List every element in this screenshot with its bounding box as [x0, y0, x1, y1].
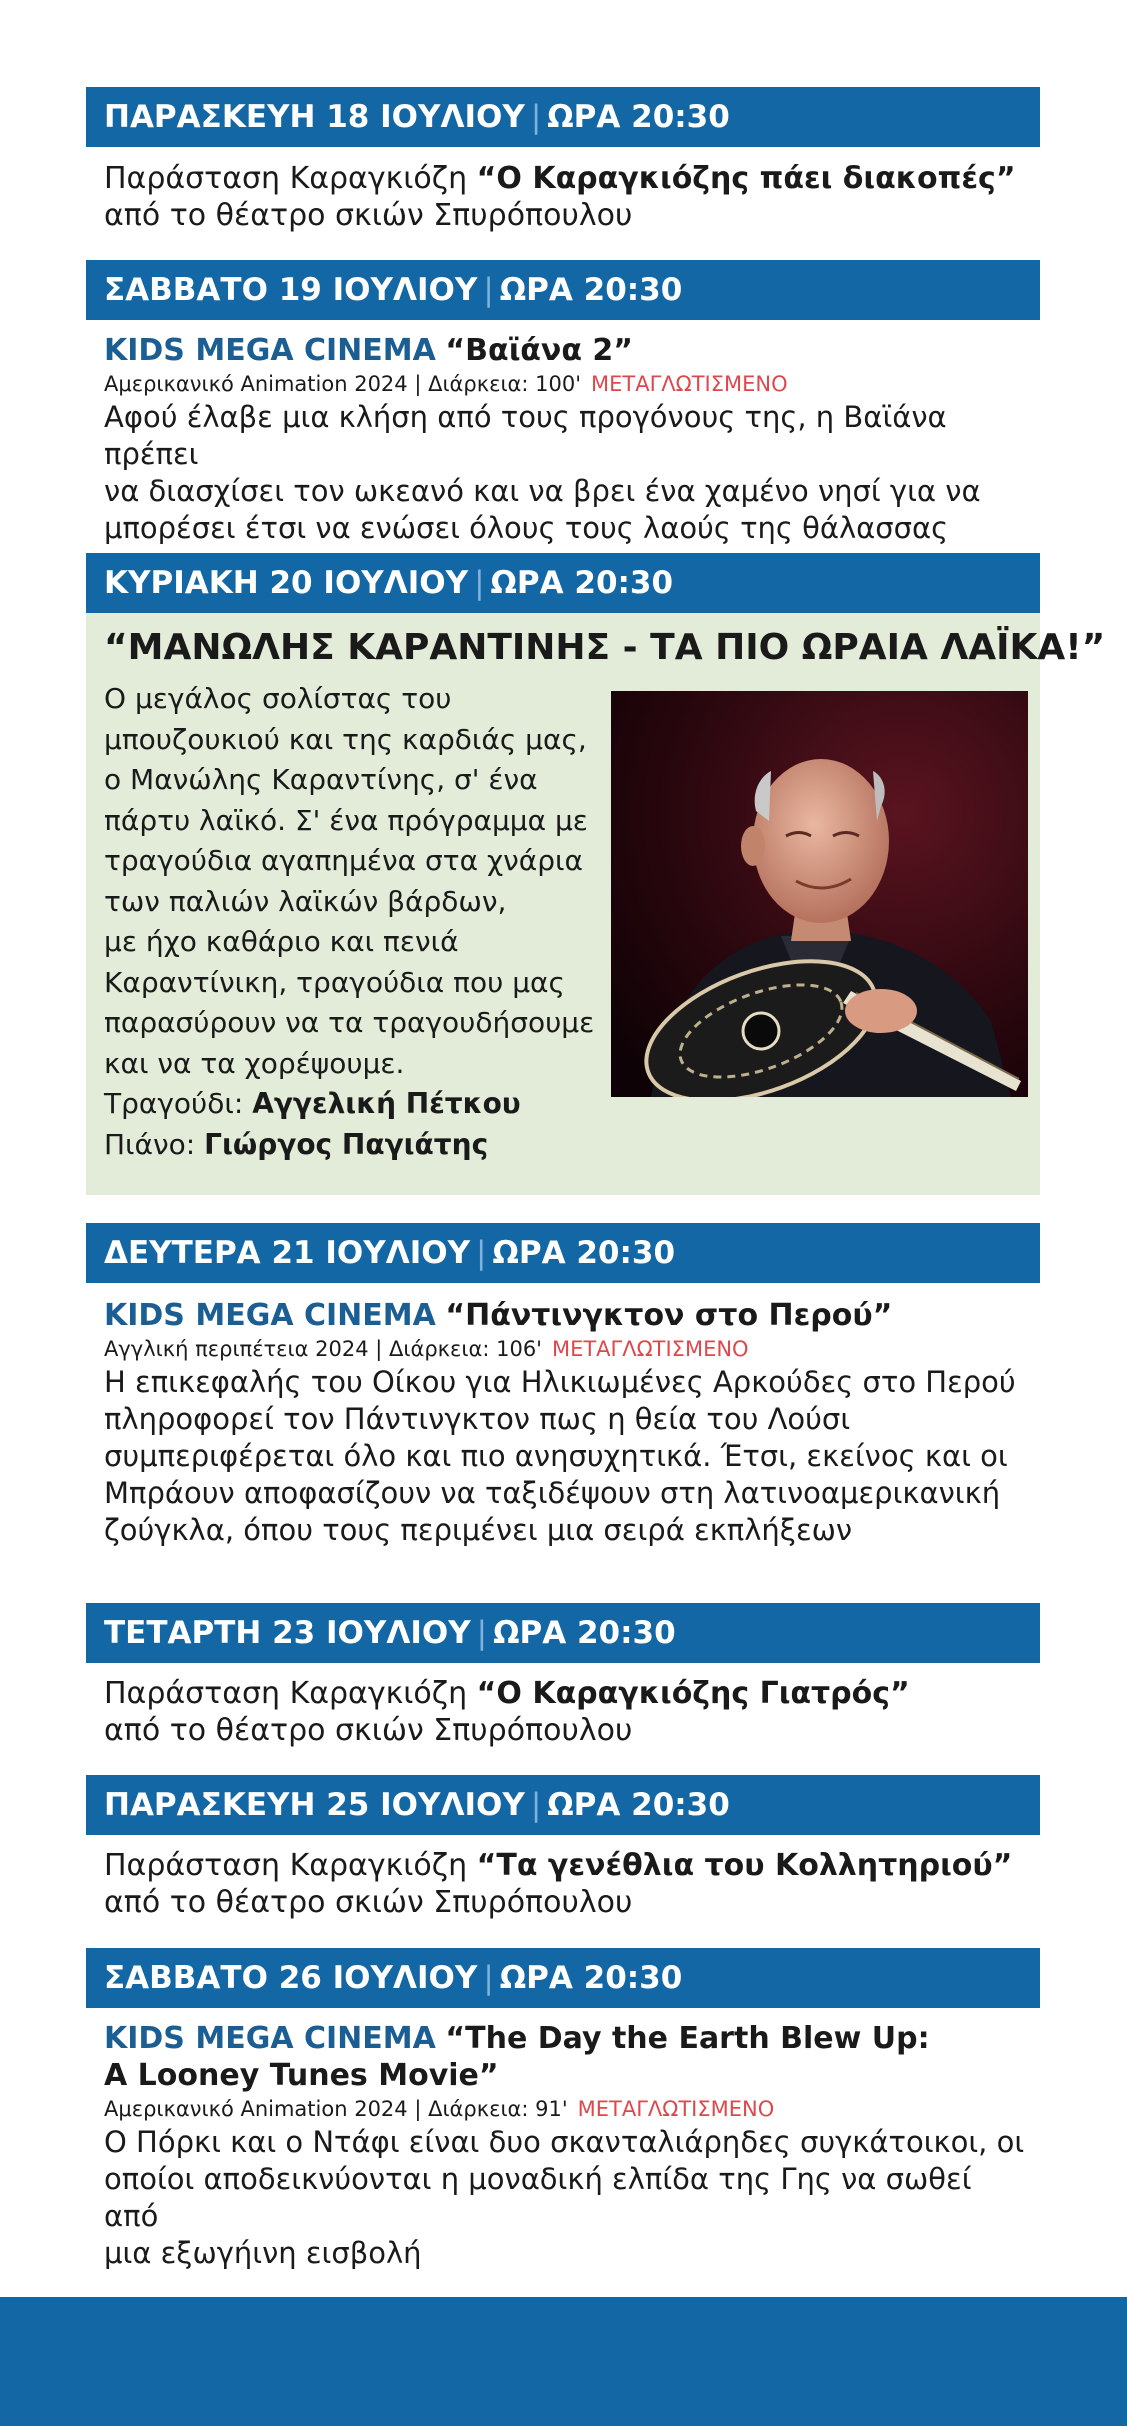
event-title: “Τα γενέθλια του Κολλητηριού”	[476, 1848, 1013, 1883]
event-time: ΩΡΑ 20:30	[493, 1615, 676, 1651]
event-time: ΩΡΑ 20:30	[490, 565, 674, 601]
description-line: Καραντίνικη, τραγούδια που μας	[104, 965, 565, 999]
description-line: τραγούδια αγαπημένα στα χνάρια	[104, 844, 583, 877]
event-day: ΤΕΤΑΡΤΗ 23 ΙΟΥΛΙΟΥ	[104, 1615, 471, 1651]
movie-meta: Αγγλική περιπέτεια 2024 | Διάρκεια: 106'	[104, 1337, 542, 1361]
event-date-bar	[86, 1948, 1040, 2008]
event-time: ΩΡΑ 20:30	[499, 272, 683, 308]
event-prefix: Παράσταση Καραγκιόζη	[104, 1676, 468, 1711]
description-line: μια εξωγήινη εισβολή	[104, 2236, 422, 2270]
event-time: ΩΡΑ 20:30	[499, 1960, 683, 1996]
event-date-bar	[86, 1603, 1040, 1663]
event-subtitle: από το θέατρο σκιών Σπυρόπουλου	[104, 1713, 633, 1748]
description-line: ζούγκλα, όπου τους περιμένει μια σειρά εκπλήξεων	[104, 1513, 853, 1547]
event-title: “Πάντινγκτον στο Περού”	[445, 1298, 893, 1333]
description-line: παρασύρουν να τα τραγουδήσουμε	[104, 1006, 595, 1039]
credit-label: Πιάνο:	[104, 1127, 196, 1161]
event-date-bar	[86, 87, 1040, 147]
description-line: Ο μεγάλος σολίστας του	[104, 682, 452, 715]
event-day: ΠΑΡΑΣΚΕΥΗ 18 ΙΟΥΛΙΟΥ	[104, 99, 525, 135]
event-title: “The Day the Earth Blew Up:	[445, 2021, 930, 2056]
event-prefix: Παράσταση Καραγκιόζη	[104, 161, 468, 196]
description-line: μπορέσει έτσι να ενώσει όλους τους λαούς της θάλασσας	[104, 511, 949, 545]
description-line: μπουζουκιού και της καρδιάς μας,	[104, 722, 587, 756]
description-line: Αφού έλαβε μια κλήση από τους προγόνους της, η Βαϊάνα πρέπει	[104, 400, 947, 471]
description-line: πληροφορεί τον Πάντινγκτον πως η θεία του Λούσι	[104, 1402, 851, 1436]
event-date-bar	[86, 553, 1040, 613]
event-body	[104, 1847, 1034, 1921]
concert-feature-box	[86, 613, 1106, 1195]
event-body	[104, 160, 1034, 234]
credit-name: Αγγελική Πέτκου	[252, 1087, 521, 1120]
event-prefix: Παράσταση Καραγκιόζη	[104, 1848, 468, 1883]
kids-mega-cinema-label: KIDS MEGA CINEMA	[104, 1298, 436, 1333]
dubbed-tag: ΜΕΤΑΓΛΩΤΙΣΜΕΝΟ	[591, 372, 788, 396]
movie-meta: Αμερικανικό Animation 2024 | Διάρκεια: 100'	[104, 372, 582, 396]
event-body	[104, 2020, 1034, 2272]
event-body	[104, 1297, 1034, 1549]
event-title: “Βαϊάνα 2”	[445, 333, 633, 368]
separator: |	[476, 1235, 487, 1271]
credit-piano	[104, 1125, 664, 1166]
event-time: ΩΡΑ 20:30	[547, 99, 730, 135]
event-day: ΠΑΡΑΣΚΕΥΗ 25 ΙΟΥΛΙΟΥ	[104, 1787, 525, 1823]
event-title-continued: A Looney Tunes Movie”	[104, 2058, 499, 2093]
event-day: ΣΑΒΒΑΤΟ 26 ΙΟΥΛΙΟΥ	[104, 1960, 478, 1996]
footer-band	[0, 2297, 1127, 2426]
event-description	[104, 1364, 1034, 1549]
kids-mega-cinema-label: KIDS MEGA CINEMA	[104, 333, 436, 368]
separator: |	[530, 99, 542, 135]
event-subtitle: από το θέατρο σκιών Σπυρόπουλου	[104, 1885, 633, 1920]
dubbed-tag: ΜΕΤΑΓΛΩΤΙΣΜΕΝΟ	[577, 2097, 775, 2121]
credit-name: Γιώργος Παγιάτης	[204, 1127, 489, 1161]
credit-label: Τραγούδι:	[104, 1087, 244, 1120]
event-day: ΣΑΒΒΑΤΟ 19 ΙΟΥΛΙΟΥ	[104, 272, 478, 308]
event-day: ΚΥΡΙΑΚΗ 20 ΙΟΥΛΙΟΥ	[104, 565, 469, 601]
description-line: ο Μανώλης Καραντίνης, σ' ένα	[104, 763, 538, 796]
credit-singer	[104, 1084, 664, 1125]
description-line: Η επικεφαλής του Οίκου για Ηλικιωμένες Αρκούδες στο Περού	[104, 1365, 1016, 1399]
description-line: Ο Πόρκι και ο Ντάφι είναι δυο σκανταλιάρηδες συγκάτοικοι, οι	[104, 2125, 1025, 2159]
separator: |	[483, 1960, 494, 1996]
separator: |	[530, 1787, 542, 1823]
movie-meta: Αμερικανικό Animation 2024 | Διάρκεια: 91'	[104, 2097, 568, 2121]
description-line: με ήχο καθάριο και πενιά	[104, 925, 459, 958]
event-title: “Ο Καραγκιόζης Γιατρός”	[476, 1676, 910, 1711]
concert-title: “ΜΑΝΩΛΗΣ ΚΑΡΑΝΤΙΝΗΣ - ΤΑ ΠΙΟ ΩΡΑΙΑ ΛΑΪΚΑ!”	[104, 627, 1106, 668]
event-description	[104, 399, 1034, 547]
event-date-bar	[86, 1775, 1040, 1835]
event-title: “Ο Καραγκιόζης πάει διακοπές”	[476, 161, 1016, 196]
separator: |	[474, 565, 485, 601]
concert-description	[104, 679, 664, 1165]
kids-mega-cinema-label: KIDS MEGA CINEMA	[104, 2021, 436, 2056]
event-body	[104, 332, 1034, 547]
event-description	[104, 2124, 1034, 2272]
description-line: να διασχίσει τον ωκεανό και να βρει ένα χαμένο νησί για να	[104, 474, 981, 508]
description-line: οποίοι αποδεικνύονται η μοναδική ελπίδα της Γης να σωθεί από	[104, 2162, 972, 2233]
description-line: και να τα χορέψουμε.	[104, 1046, 405, 1080]
description-line: πάρτυ λαϊκό. Σ' ένα πρόγραμμα με	[104, 803, 588, 837]
description-line: Μπράουν αποφασίζουν να ταξιδέψουν στη λατινοαμερικανική	[104, 1476, 1001, 1510]
event-date-bar	[86, 260, 1040, 320]
dubbed-tag: ΜΕΤΑΓΛΩΤΙΣΜΕΝΟ	[551, 1337, 749, 1361]
event-subtitle: από το θέατρο σκιών Σπυρόπουλου	[104, 198, 633, 233]
event-day: ΔΕΥΤΕΡΑ 21 ΙΟΥΛΙΟΥ	[104, 1235, 471, 1271]
performer-photo	[611, 691, 1028, 1097]
event-time: ΩΡΑ 20:30	[547, 1787, 730, 1823]
event-body	[104, 1675, 1034, 1749]
event-time: ΩΡΑ 20:30	[492, 1235, 676, 1271]
separator: |	[483, 272, 494, 308]
event-date-bar	[86, 1223, 1040, 1283]
description-line: των παλιών λαϊκών βάρδων,	[104, 884, 507, 918]
description-line: συμπεριφέρεται όλο και πιο ανησυχητικά. Έτσι, εκείνος και οι	[104, 1439, 1008, 1473]
separator: |	[476, 1615, 488, 1651]
